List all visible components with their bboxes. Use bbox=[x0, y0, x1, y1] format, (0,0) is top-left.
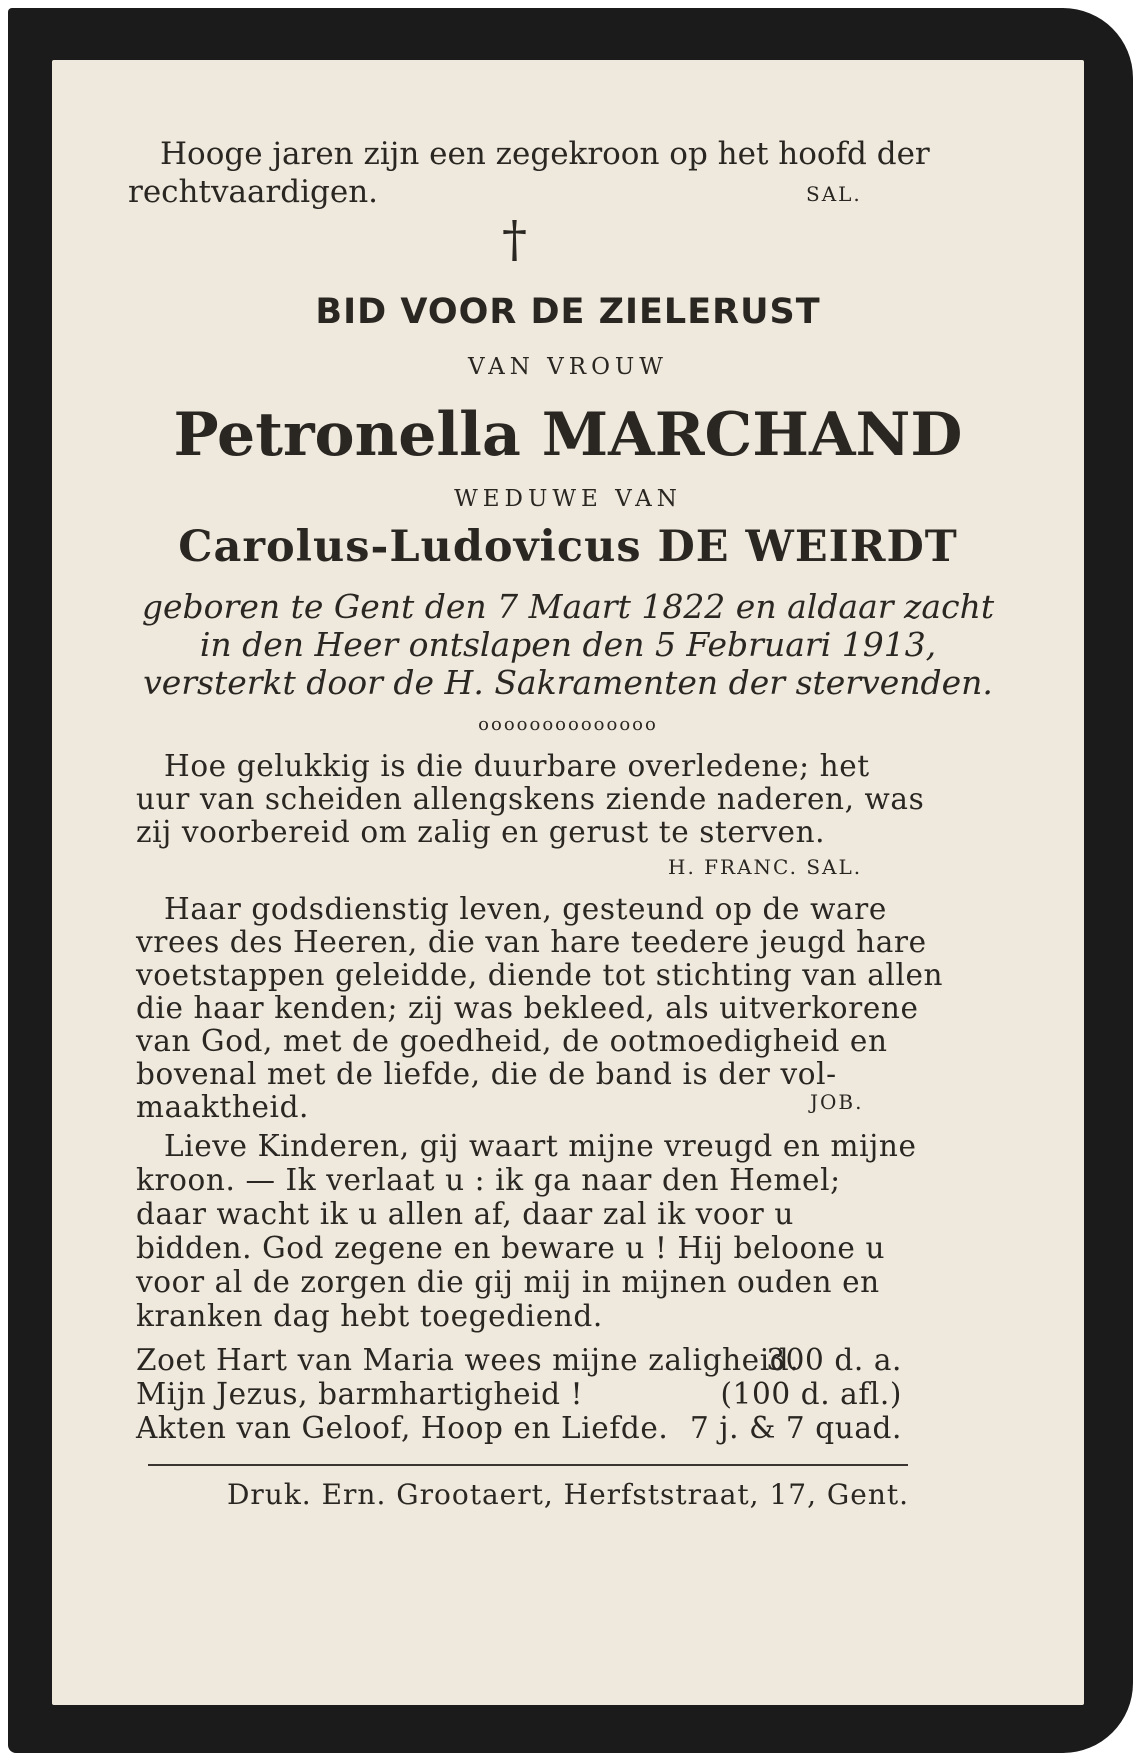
passage2-line-1: Haar godsdienstig leven, gesteund op de ware bbox=[164, 892, 887, 926]
passage1-line-3: zij voorbereid om zalig en gerust te sterven. bbox=[136, 815, 826, 849]
indulgence-text-1: Zoet Hart van Maria wees mijne zaligheid. bbox=[136, 1343, 800, 1377]
memorial-card bbox=[8, 8, 1133, 1753]
indulgence-value-3: 7 j. & 7 quad. bbox=[690, 1411, 902, 1445]
divider-rule bbox=[148, 1464, 908, 1466]
birth-death-line-1: geboren te Gent den 7 Maart 1822 en aldaar zacht bbox=[141, 587, 995, 626]
deceased-name: Petronella MARCHAND bbox=[173, 400, 963, 470]
passage3-line-1: Lieve Kinderen, gij waart mijne vreugd en mijne bbox=[164, 1129, 917, 1163]
indulgence-value-2: (100 d. afl.) bbox=[720, 1377, 902, 1411]
passage1-line-2: uur van scheiden allengskens ziende naderen, was bbox=[136, 782, 925, 816]
card-content bbox=[52, 60, 1084, 1705]
passage2-line-2: vrees des Heeren, die van hare teedere jeugd hare bbox=[136, 925, 927, 959]
passage3-line-6: kranken dag hebt toegediend. bbox=[136, 1299, 603, 1333]
passage1-source: H. FRANC. SAL. bbox=[668, 855, 863, 879]
printer-credit: Druk. Ern. Grootaert, Herfststraat, 17, Gent. bbox=[226, 1478, 910, 1511]
birth-death-line-2: in den Heer ontslapen den 5 Februari 1913, bbox=[199, 625, 937, 664]
van-vrouw-label: VAN VROUW bbox=[468, 354, 668, 380]
passage2-line-6: bovenal met de liefde, die de band is der vol- bbox=[136, 1057, 837, 1091]
passage3-line-5: voor al de zorgen die gij mij in mijnen ouden en bbox=[136, 1265, 880, 1299]
birth-death-line-3: versterkt door de H. Sakramenten der stervenden. bbox=[143, 663, 993, 702]
cross-icon: † bbox=[502, 210, 527, 268]
passage2-line-5: van God, met de goedheid, de ootmoedigheid en bbox=[136, 1024, 888, 1058]
passage3-line-3: daar wacht ik u allen af, daar zal ik voor u bbox=[136, 1197, 794, 1231]
indulgence-text-3: Akten van Geloof, Hoop en Liefde. bbox=[136, 1411, 669, 1445]
passage3-line-2: kroon. — Ik verlaat u : ik ga naar den Hemel; bbox=[136, 1163, 841, 1197]
epigraph-line-1: Hooge jaren zijn een zegekroon op het hoofd der bbox=[160, 136, 930, 172]
indulgence-text-2: Mijn Jezus, barmhartigheid ! bbox=[136, 1377, 584, 1411]
ornament-divider: oooooooooooooo bbox=[478, 714, 658, 735]
indulgence-value-1: 300 d. a. bbox=[766, 1343, 902, 1377]
prayer-heading: BID VOOR DE ZIELERUST bbox=[315, 292, 821, 332]
passage2-source: JOB. bbox=[810, 1090, 864, 1114]
passage1-line-1: Hoe gelukkig is die duurbare overledene; het bbox=[164, 749, 870, 783]
epigraph-source: SAL. bbox=[806, 182, 862, 206]
passage3-line-4: bidden. God zegene en beware u ! Hij beloone u bbox=[136, 1231, 886, 1265]
passage2-line-3: voetstappen geleidde, diende tot stichting van allen bbox=[136, 958, 944, 992]
weduwe-van-label: WEDUWE VAN bbox=[454, 486, 682, 512]
husband-name: Carolus-Ludovicus DE WEIRDT bbox=[178, 522, 958, 572]
epigraph-line-2: rechtvaardigen. bbox=[128, 174, 379, 210]
passage2-line-4: die haar kenden; zij was bekleed, als uitverkorene bbox=[136, 991, 919, 1025]
passage2-line-7: maaktheid. bbox=[136, 1090, 310, 1124]
